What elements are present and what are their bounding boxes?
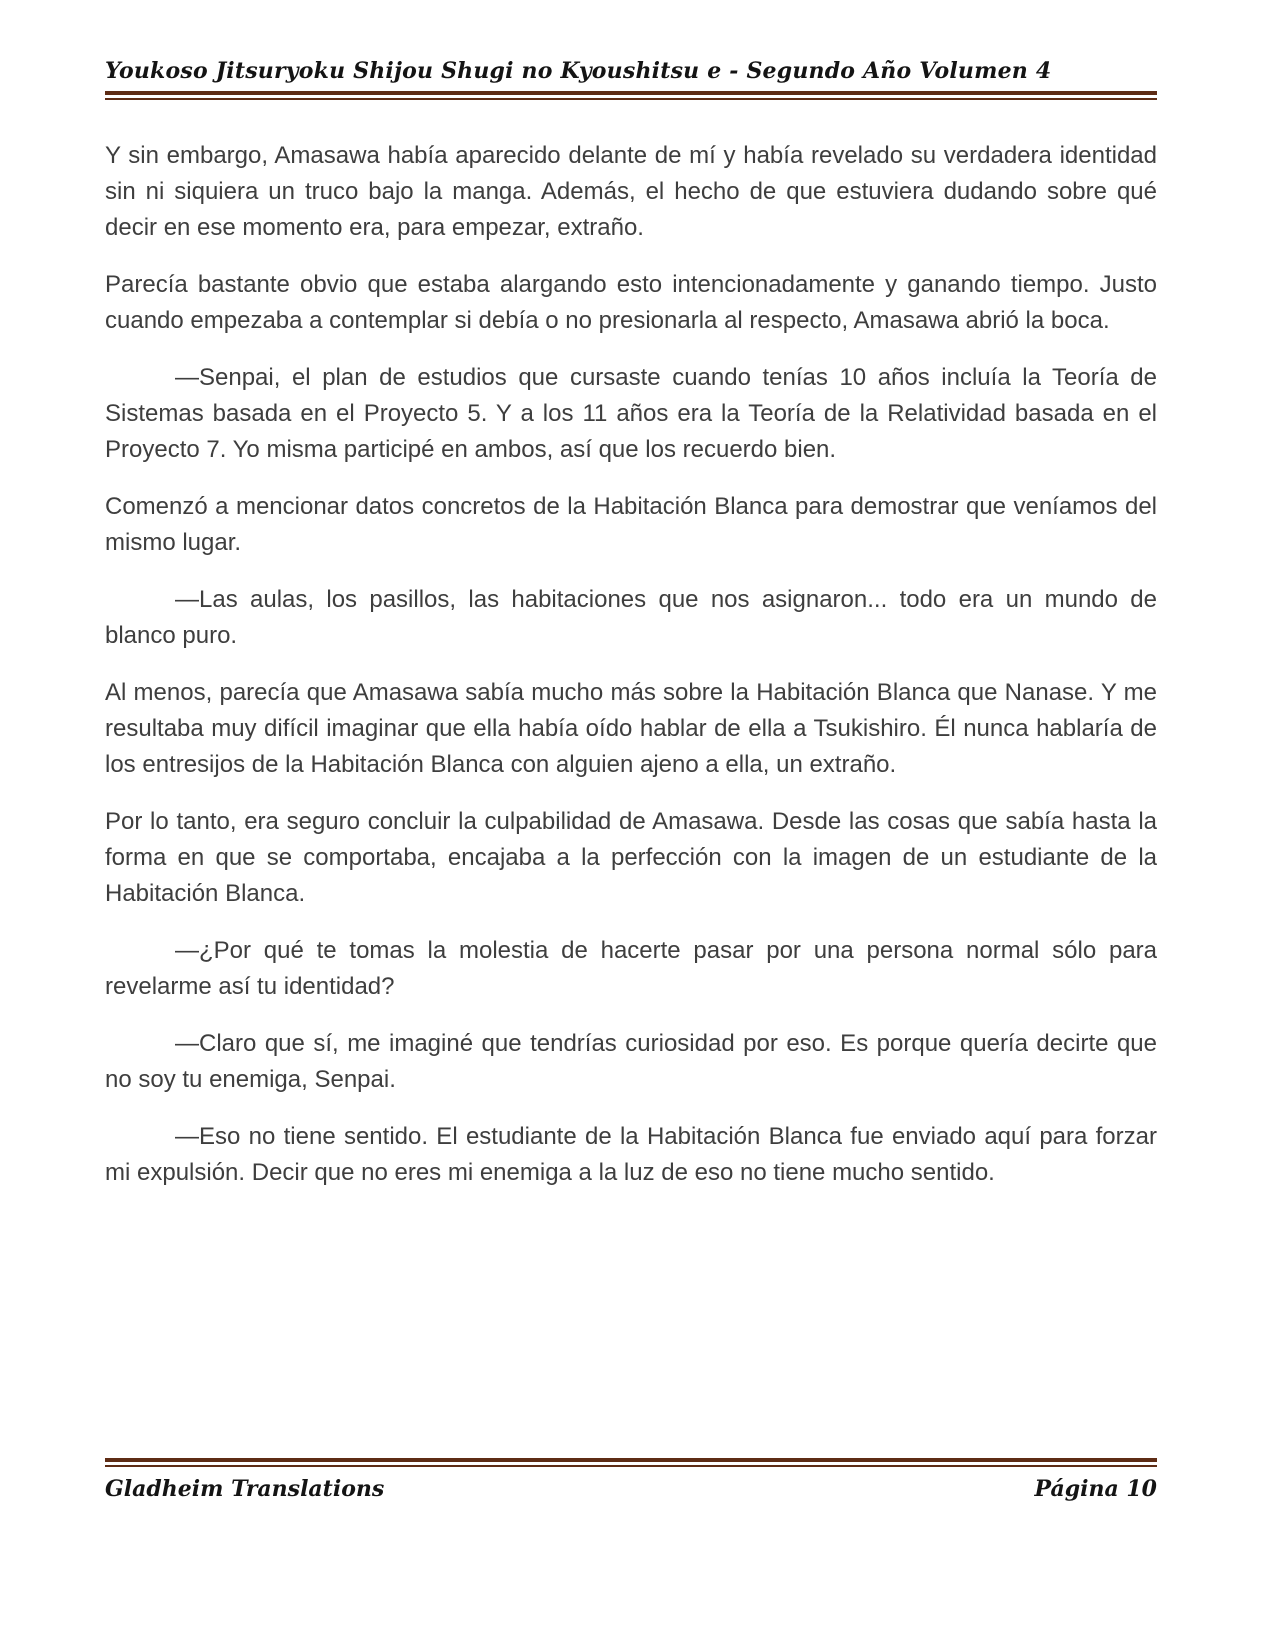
paragraph: Al menos, parecía que Amasawa sabía mucho más sobre la Habitación Blanca que Nanase. Y me resultaba muy difícil imaginar que ella había oído hablar de ella a Tsukishiro. Él nunca hablaría de los entresijos de la Habitación Blanca con alguien ajeno a ella, un extraño. (105, 679, 1157, 778)
footer-translator-credit: Gladheim Translations (105, 1476, 385, 1502)
footer-page-number: Página 10 (1034, 1476, 1157, 1502)
paragraph-dialogue: —Eso no tiene sentido. El estudiante de la Habitación Blanca fue enviado aquí para forzar mi expulsión. Decir que no eres mi enemiga a la luz de eso no tiene mucho sentido. (105, 1123, 1157, 1186)
paragraph: Y sin embargo, Amasawa había aparecido delante de mí y había revelado su verdadera identidad sin ni siquiera un truco bajo la manga. Además, el hecho de que estuviera dudando sobre qué decir en ese momento era, para empezar, extraño. (105, 142, 1157, 241)
header-title: Youkoso Jitsuryoku Shijou Shugi no Kyoushitsu e - Segundo Año Volumen 4 (105, 58, 1052, 84)
paragraph-dialogue: —Las aulas, los pasillos, las habitaciones que nos asignaron... todo era un mundo de blanco puro. (105, 586, 1157, 649)
footer-rule (105, 1458, 1157, 1467)
page-footer (105, 1458, 1157, 1502)
paragraph-dialogue: —Claro que sí, me imaginé que tendrías curiosidad por eso. Es porque quería decirte que no soy tu enemiga, Senpai. (105, 1030, 1157, 1093)
paragraph: Parecía bastante obvio que estaba alargando esto intencionadamente y ganando tiempo. Justo cuando empezaba a contemplar si debía o no presionarla al respecto, Amasawa abrió la boca. (105, 271, 1157, 334)
header-rule (105, 91, 1157, 100)
document-body (105, 138, 1157, 1458)
paragraph-dialogue: —Senpai, el plan de estudios que cursaste cuando tenías 10 años incluía la Teoría de Sistemas basada en el Proyecto 5. Y a los 11 años era la Teoría de la Relatividad basada en el Proyecto 7. Yo misma participé en ambos, así que los recuerdo bien. (105, 364, 1157, 463)
paragraph-dialogue: —¿Por qué te tomas la molestia de hacerte pasar por una persona normal sólo para revelarme así tu identidad? (105, 937, 1157, 1000)
page-header (105, 58, 1157, 100)
paragraph: Comenzó a mencionar datos concretos de la Habitación Blanca para demostrar que veníamos del mismo lugar. (105, 493, 1157, 556)
footer-row (105, 1476, 1157, 1502)
paragraph: Por lo tanto, era seguro concluir la culpabilidad de Amasawa. Desde las cosas que sabía hasta la forma en que se comportaba, encajaba a la perfección con la imagen de un estudiante de la Habitación Blanca. (105, 808, 1157, 907)
